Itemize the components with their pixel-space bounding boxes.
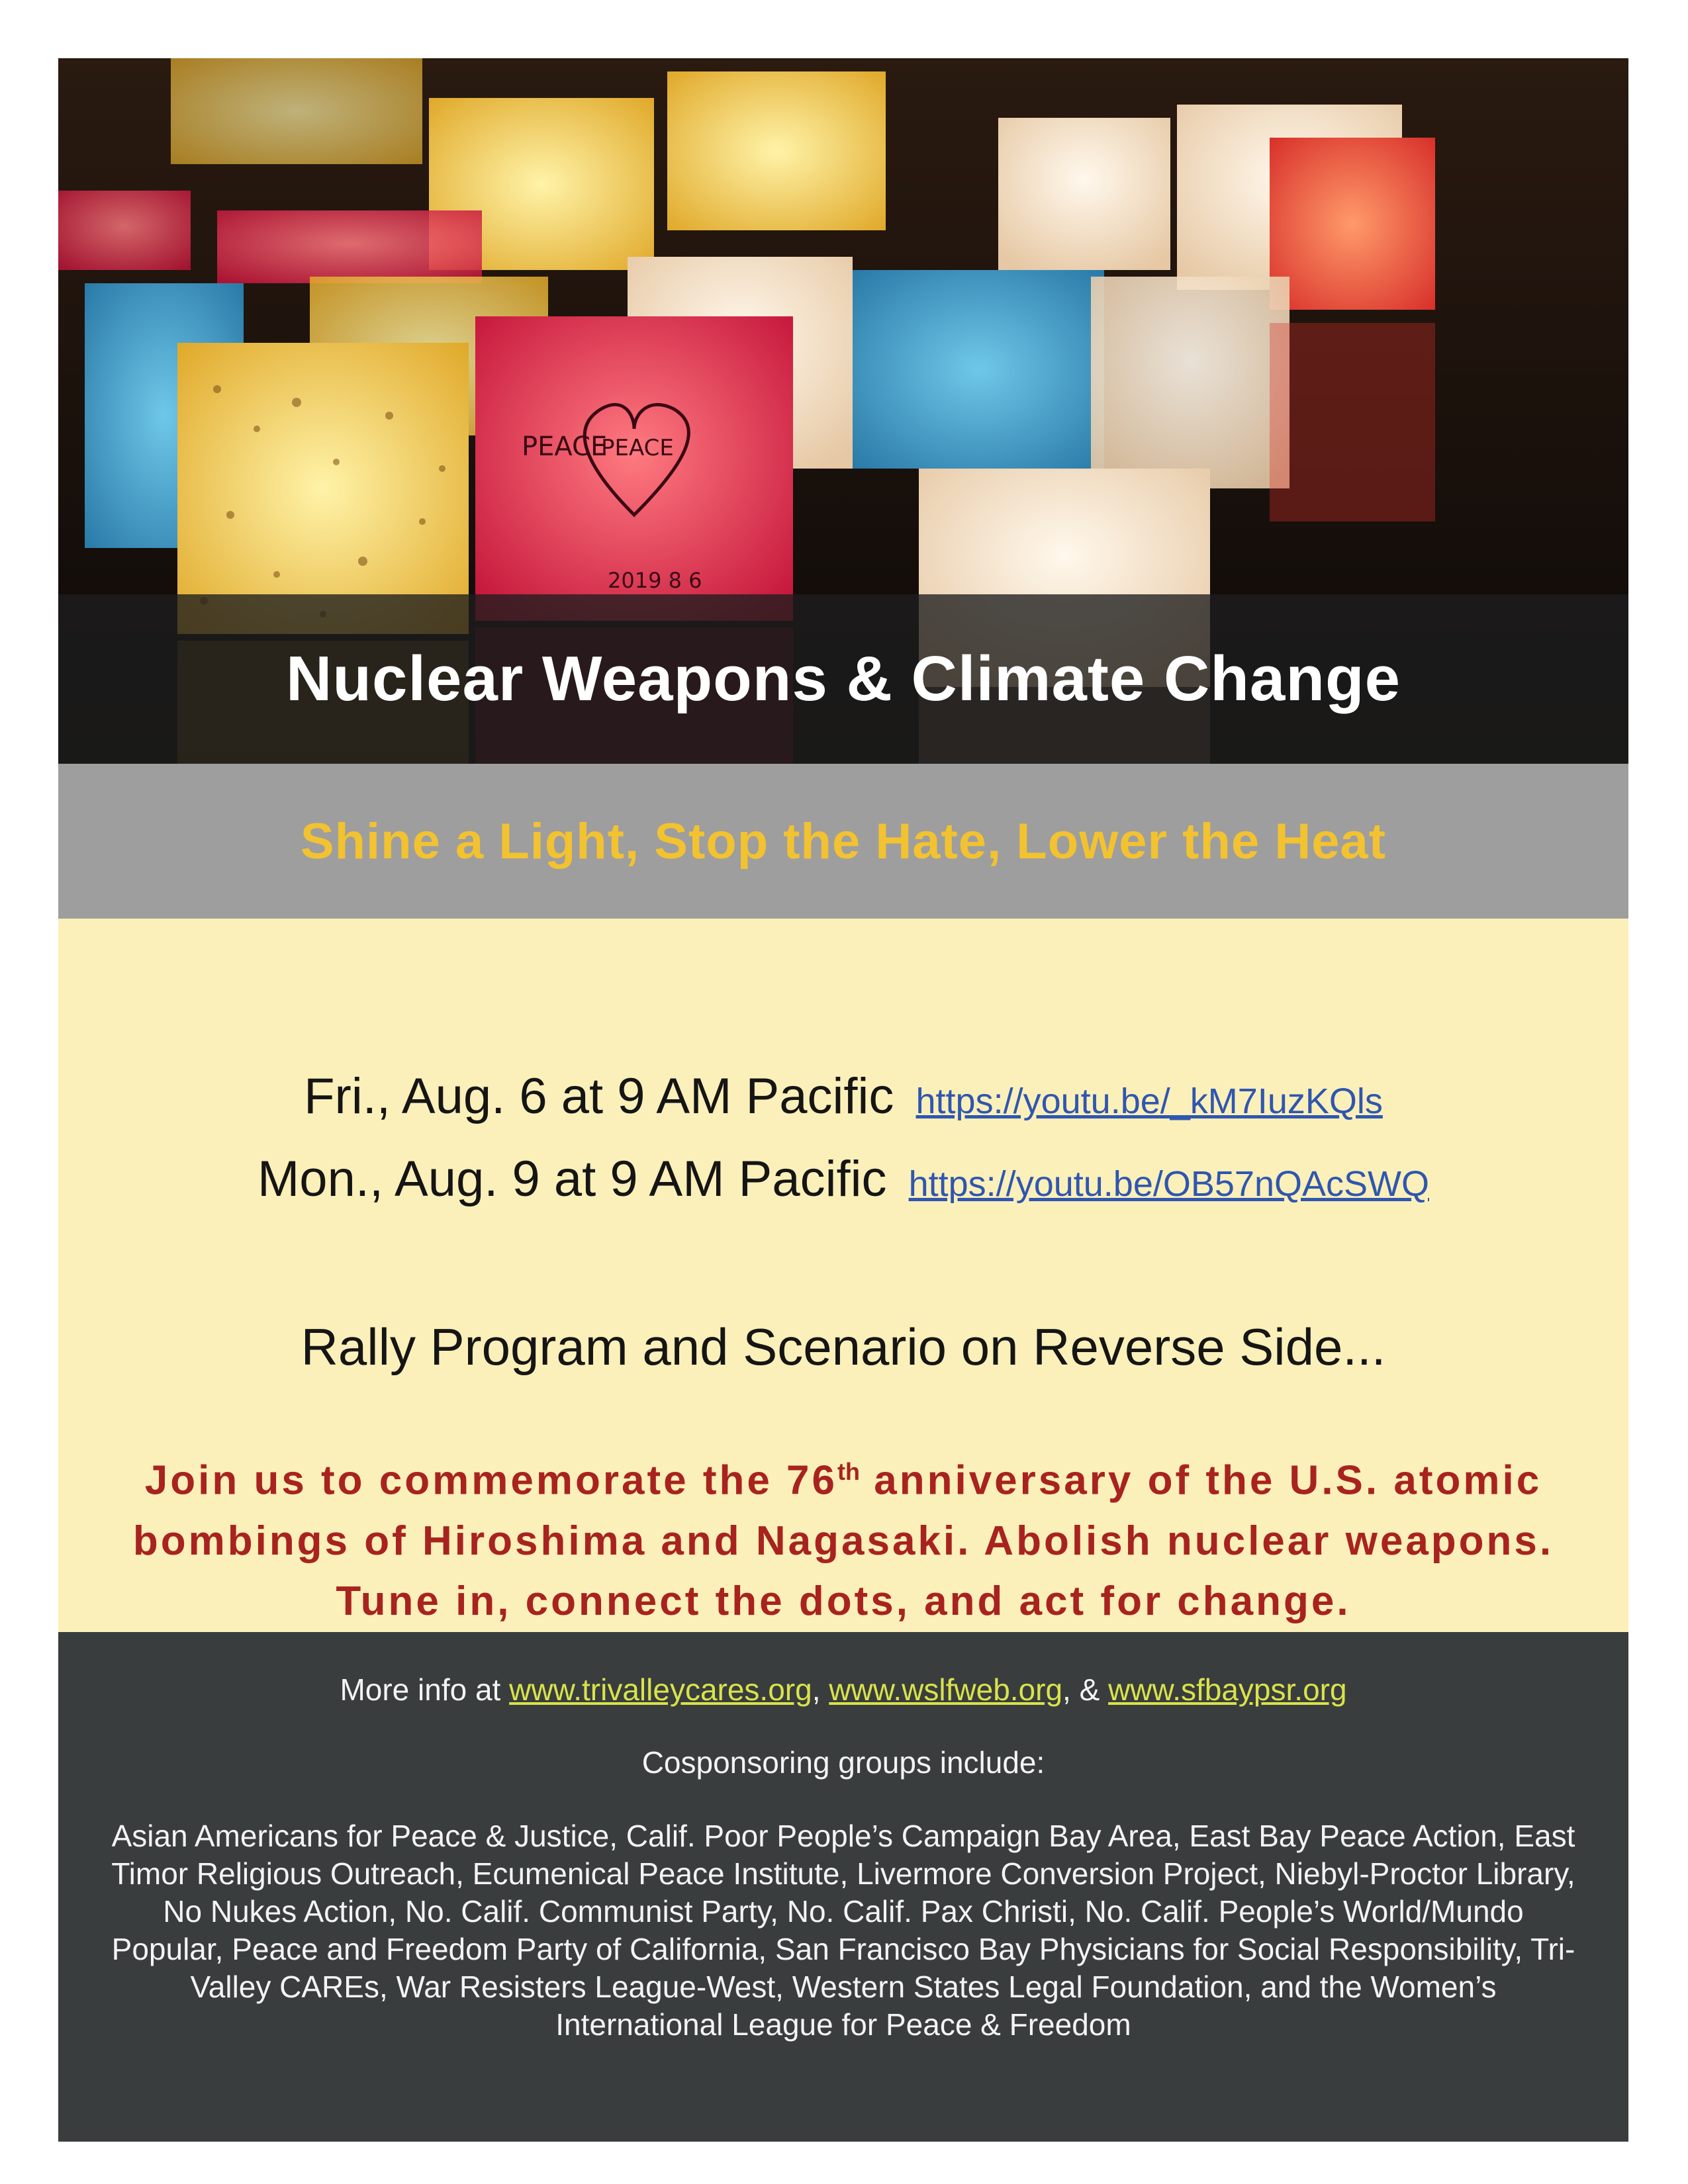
- more-info-prefix: More info at: [340, 1672, 510, 1707]
- event-info-section: [58, 919, 1628, 1632]
- event-1-when: Fri., Aug. 6 at 9 AM Pacific: [304, 1068, 894, 1124]
- lantern-text-1: PEACE: [522, 432, 608, 462]
- lantern-text-3: 2019 8 6: [608, 568, 702, 593]
- event-1-link[interactable]: https://youtu.be/_kM7IuzKQls: [915, 1081, 1383, 1121]
- rally-note: Rally Program and Scenario on Reverse Side...: [301, 1318, 1386, 1376]
- hero-photo: [58, 58, 1628, 764]
- event-2-link[interactable]: https://youtu.be/OB57nQAcSWQ: [908, 1164, 1429, 1204]
- cosponsoring-groups: Asian Americans for Peace & Justice, Calif. Poor People’s Campaign Bay Area, East Bay Peace Action, East Timor Religious Outreach, Ecumenical Peace Institute, Livermore Conversion Project, Niebyl-Proctor Library, No Nukes Action, No. Calif. Communist Party, No. Calif. Pax Christi, No. Calif. People’s World/Mundo Popular, Peace and Freedom Party of California, San Francisco Bay Physicians for Social Responsibility, Tri-Valley CAREs, War Resisters League-West, Western States Legal Foundation, and the Women’s International League for Peace & Freedom: [111, 1819, 1575, 2042]
- join-message: [98, 1441, 1589, 1631]
- event-2-when: Mon., Aug. 9 at 9 AM Pacific: [258, 1151, 887, 1207]
- link-trivalleycares[interactable]: www.trivalleycares.org: [509, 1672, 812, 1707]
- subtitle-band: [58, 764, 1628, 919]
- link-sfbaypsr[interactable]: www.sfbaypsr.org: [1108, 1672, 1347, 1707]
- lantern-text-2: PEACE: [601, 435, 674, 461]
- event-line-1: [58, 1068, 1628, 1125]
- more-info-line: [58, 1672, 1628, 1707]
- separator-1: ,: [812, 1672, 829, 1707]
- link-wslfweb[interactable]: www.wslfweb.org: [829, 1672, 1063, 1707]
- title-band: [58, 594, 1628, 764]
- join-superscript: th: [837, 1458, 861, 1485]
- cosponsoring-label: Cosponsoring groups include:: [641, 1745, 1045, 1780]
- flyer: [58, 58, 1628, 2142]
- separator-2: , &: [1062, 1672, 1109, 1707]
- join-part-2: anniversary of the U.S. atomic bombings of Hiroshima and Nagasaki. Abolish nuclear weapons. Tune in, connect the dots, and act for change.: [132, 1457, 1554, 1624]
- footer: [58, 1632, 1628, 2142]
- subtitle: Shine a Light, Stop the Hate, Lower the Heat: [300, 813, 1387, 870]
- event-line-2: [58, 1150, 1628, 1208]
- page-title: Nuclear Weapons & Climate Change: [286, 643, 1401, 714]
- join-part-1: Join us to commemorate the 76: [144, 1457, 838, 1504]
